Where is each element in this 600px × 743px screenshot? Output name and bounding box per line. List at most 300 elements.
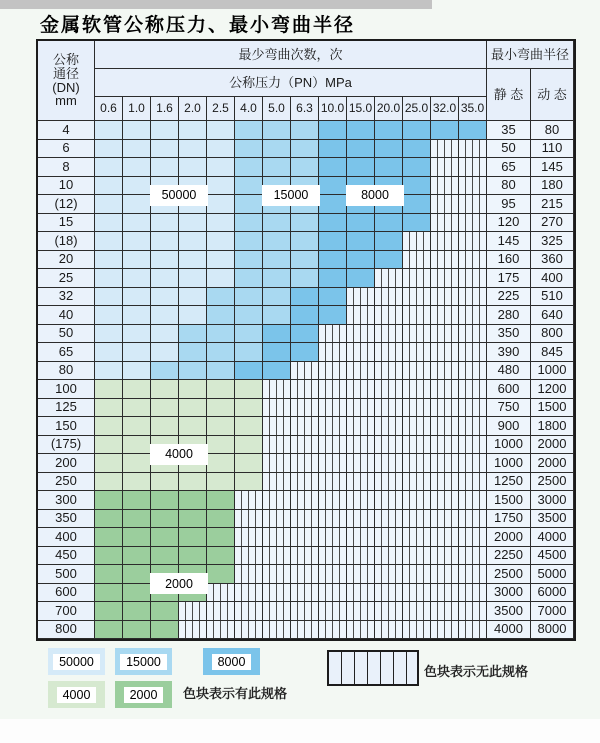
no-spec-cell <box>375 621 403 640</box>
spec-cell-b1 <box>95 140 123 159</box>
spec-cell-g1 <box>151 380 179 399</box>
no-spec-cell <box>235 602 263 621</box>
no-spec-cell <box>319 547 347 566</box>
no-spec-cell <box>375 565 403 584</box>
spec-cell-g1 <box>123 417 151 436</box>
dynamic-radius-cell: 3500 <box>531 510 574 529</box>
spec-cell-b1 <box>179 269 207 288</box>
spec-cell-b1 <box>95 343 123 362</box>
spec-cell-b1 <box>207 214 235 233</box>
no-spec-cell <box>319 380 347 399</box>
dn-cell: 200 <box>38 454 95 473</box>
spec-cell-g2 <box>179 510 207 529</box>
no-spec-cell <box>375 510 403 529</box>
no-spec-cell <box>459 158 487 177</box>
spec-cell-b1 <box>123 251 151 270</box>
spec-cell-b1 <box>123 288 151 307</box>
spec-cell-b3 <box>403 140 431 159</box>
static-radius-cell: 390 <box>487 343 531 362</box>
no-spec-cell <box>431 510 459 529</box>
no-spec-cell <box>291 436 319 455</box>
spec-cell-g2 <box>151 547 179 566</box>
no-spec-cell <box>459 232 487 251</box>
no-spec-cell <box>459 528 487 547</box>
spec-cell-b1 <box>123 362 151 381</box>
no-spec-cell <box>375 417 403 436</box>
no-spec-cell <box>207 602 235 621</box>
legend-swatch-value: 15000 <box>120 654 167 670</box>
no-spec-cell <box>403 380 431 399</box>
no-spec-cell <box>459 140 487 159</box>
no-spec-cell <box>235 491 263 510</box>
spec-cell-b1 <box>151 140 179 159</box>
spec-cell-b1 <box>123 140 151 159</box>
dynamic-radius-cell: 1200 <box>531 380 574 399</box>
spec-cell-b3 <box>319 251 347 270</box>
no-spec-cell <box>431 158 459 177</box>
spec-cell-g1 <box>207 380 235 399</box>
no-spec-cell <box>291 417 319 436</box>
spec-cell-b3 <box>291 343 319 362</box>
no-spec-cell <box>347 399 375 418</box>
no-spec-cell <box>375 362 403 381</box>
spec-cell-b2 <box>291 214 319 233</box>
spec-cell-b3 <box>403 195 431 214</box>
dn-cell: 250 <box>38 473 95 492</box>
no-spec-cell <box>347 306 375 325</box>
spec-cell-g1 <box>235 417 263 436</box>
no-spec-cell <box>207 621 235 640</box>
no-spec-cell <box>459 454 487 473</box>
dynamic-radius-cell: 845 <box>531 343 574 362</box>
spec-cell-b1 <box>151 121 179 140</box>
spec-cell-b3 <box>347 251 375 270</box>
dynamic-radius-cell: 3000 <box>531 491 574 510</box>
no-spec-cell <box>291 510 319 529</box>
no-spec-cell <box>347 362 375 381</box>
dn-cell: 100 <box>38 380 95 399</box>
spec-cell-b2 <box>263 214 291 233</box>
spec-cell-b2 <box>151 362 179 381</box>
spec-cell-g1 <box>95 380 123 399</box>
spec-cell-g2 <box>207 491 235 510</box>
dynamic-radius-cell: 6000 <box>531 584 574 603</box>
spec-cell-b3 <box>319 177 347 196</box>
spec-cell-b1 <box>179 214 207 233</box>
no-spec-cell <box>263 380 291 399</box>
dn-cell: (175) <box>38 436 95 455</box>
spec-cell-b2 <box>235 158 263 177</box>
no-spec-cell <box>459 491 487 510</box>
header-min-bend-radius: 最小弯曲半径 <box>487 41 574 69</box>
dn-cell: 50 <box>38 325 95 344</box>
no-spec-cell <box>179 621 207 640</box>
dynamic-radius-cell: 4500 <box>531 547 574 566</box>
no-spec-cell <box>263 436 291 455</box>
no-spec-cell <box>319 602 347 621</box>
spec-cell-b3 <box>347 158 375 177</box>
header-pressure-value: 2.0 <box>179 97 207 121</box>
no-spec-cell <box>179 602 207 621</box>
spec-cell-b1 <box>151 158 179 177</box>
no-spec-cell <box>375 436 403 455</box>
no-spec-cell <box>263 473 291 492</box>
static-radius-cell: 145 <box>487 232 531 251</box>
spec-cell-b3 <box>319 232 347 251</box>
spec-cell-b1 <box>151 288 179 307</box>
spec-cell-g2 <box>95 565 123 584</box>
spec-cell-b2 <box>207 325 235 344</box>
no-spec-cell <box>431 177 459 196</box>
no-spec-cell <box>431 269 459 288</box>
no-spec-cell <box>431 195 459 214</box>
spec-cell-b2 <box>235 214 263 233</box>
no-spec-cell <box>375 547 403 566</box>
no-spec-cell <box>263 454 291 473</box>
static-radius-cell: 350 <box>487 325 531 344</box>
no-spec-cell <box>375 491 403 510</box>
spec-cell-b2 <box>207 306 235 325</box>
header-static: 静 态 <box>487 69 531 121</box>
no-spec-cell <box>347 602 375 621</box>
spec-cell-b1 <box>151 325 179 344</box>
spec-cell-g2 <box>207 565 235 584</box>
no-spec-cell <box>319 621 347 640</box>
spec-cell-b3 <box>375 121 403 140</box>
static-radius-cell: 900 <box>487 417 531 436</box>
spec-cell-b2 <box>235 232 263 251</box>
spec-cell-g1 <box>123 473 151 492</box>
dynamic-radius-cell: 110 <box>531 140 574 159</box>
dn-cell: 10 <box>38 177 95 196</box>
static-radius-cell: 280 <box>487 306 531 325</box>
no-spec-cell <box>403 602 431 621</box>
spec-cell-g2 <box>123 621 151 640</box>
no-spec-cell <box>263 510 291 529</box>
no-spec-cell <box>459 288 487 307</box>
spec-cell-b2 <box>291 269 319 288</box>
no-spec-cell <box>319 325 347 344</box>
dynamic-radius-cell: 640 <box>531 306 574 325</box>
no-spec-cell <box>431 343 459 362</box>
dynamic-radius-cell: 80 <box>531 121 574 140</box>
spec-cell-b2 <box>207 288 235 307</box>
dn-cell: 25 <box>38 269 95 288</box>
spec-cell-b1 <box>95 325 123 344</box>
no-spec-cell <box>347 491 375 510</box>
no-spec-cell <box>431 214 459 233</box>
header-dynamic: 动 态 <box>531 69 574 121</box>
header-pressure-value: 2.5 <box>207 97 235 121</box>
static-radius-cell: 2250 <box>487 547 531 566</box>
static-radius-cell: 3500 <box>487 602 531 621</box>
no-spec-cell <box>459 380 487 399</box>
static-radius-cell: 2500 <box>487 565 531 584</box>
spec-cell-b3 <box>319 306 347 325</box>
static-radius-cell: 50 <box>487 140 531 159</box>
spec-cell-g2 <box>123 565 151 584</box>
spec-cell-g2 <box>123 528 151 547</box>
spec-cell-g1 <box>123 454 151 473</box>
no-spec-cell <box>403 343 431 362</box>
no-spec-cell <box>459 214 487 233</box>
spec-cell-g2 <box>95 584 123 603</box>
spec-cell-g1 <box>179 399 207 418</box>
spec-cell-b2 <box>263 140 291 159</box>
spec-cell-b2 <box>235 343 263 362</box>
spec-cell-b2 <box>235 140 263 159</box>
spec-cell-b2 <box>235 177 263 196</box>
no-spec-cell <box>235 528 263 547</box>
spec-cell-b1 <box>151 214 179 233</box>
no-spec-cell <box>235 621 263 640</box>
spec-cell-b3 <box>319 269 347 288</box>
spec-cell-b2 <box>263 288 291 307</box>
legend-has-spec-text: 色块表示有此规格 <box>183 686 288 701</box>
no-spec-cell <box>347 417 375 436</box>
spec-cell-g1 <box>207 436 235 455</box>
no-spec-cell <box>431 288 459 307</box>
spec-cell-g2 <box>179 491 207 510</box>
header-bend-cycles: 最少弯曲次数，次 <box>95 41 487 69</box>
spec-cell-b3 <box>459 121 487 140</box>
spec-cell-g1 <box>235 454 263 473</box>
spec-cell-b3 <box>431 121 459 140</box>
static-radius-cell: 1750 <box>487 510 531 529</box>
band-label-4000: 4000 <box>151 445 207 464</box>
no-spec-cell <box>459 584 487 603</box>
spec-cell-b3 <box>263 362 291 381</box>
static-radius-cell: 750 <box>487 399 531 418</box>
no-spec-cell <box>459 251 487 270</box>
spec-cell-g2 <box>151 510 179 529</box>
no-spec-cell <box>403 362 431 381</box>
spec-cell-b3 <box>347 121 375 140</box>
static-radius-cell: 160 <box>487 251 531 270</box>
spec-cell-g1 <box>207 454 235 473</box>
spec-cell-g2 <box>207 510 235 529</box>
legend-swatch-2000 <box>115 681 172 708</box>
no-spec-cell <box>375 584 403 603</box>
spec-cell-g2 <box>95 621 123 640</box>
dn-cell: 80 <box>38 362 95 381</box>
no-spec-cell <box>319 510 347 529</box>
dn-cell: 6 <box>38 140 95 159</box>
spec-cell-g1 <box>151 399 179 418</box>
no-spec-cell <box>319 565 347 584</box>
static-radius-cell: 3000 <box>487 584 531 603</box>
no-spec-cell <box>291 454 319 473</box>
spec-cell-g1 <box>179 473 207 492</box>
dn-cell: 150 <box>38 417 95 436</box>
spec-cell-g2 <box>207 528 235 547</box>
spec-cell-g1 <box>95 454 123 473</box>
no-spec-cell <box>375 288 403 307</box>
spec-cell-b1 <box>179 121 207 140</box>
spec-cell-b1 <box>207 269 235 288</box>
spec-cell-g1 <box>179 380 207 399</box>
spec-cell-g1 <box>95 436 123 455</box>
legend-hatch-box <box>327 650 419 686</box>
no-spec-cell <box>375 380 403 399</box>
band-label-50000: 50000 <box>151 186 207 205</box>
static-radius-cell: 2000 <box>487 528 531 547</box>
dn-cell: 4 <box>38 121 95 140</box>
dn-cell: 32 <box>38 288 95 307</box>
dynamic-radius-cell: 2500 <box>531 473 574 492</box>
no-spec-cell <box>403 473 431 492</box>
spec-cell-b1 <box>207 195 235 214</box>
spec-cell-b1 <box>123 343 151 362</box>
dynamic-radius-cell: 4000 <box>531 528 574 547</box>
no-spec-cell <box>431 140 459 159</box>
no-spec-cell <box>459 325 487 344</box>
no-spec-cell <box>291 547 319 566</box>
spec-cell-b1 <box>95 251 123 270</box>
no-spec-cell <box>263 417 291 436</box>
no-spec-cell <box>403 251 431 270</box>
spec-cell-g1 <box>95 473 123 492</box>
no-spec-cell <box>319 399 347 418</box>
spec-cell-b1 <box>207 251 235 270</box>
spec-cell-b1 <box>207 121 235 140</box>
static-radius-cell: 95 <box>487 195 531 214</box>
legend-no-spec-text: 色块表示无此规格 <box>424 664 529 679</box>
no-spec-cell <box>431 325 459 344</box>
no-spec-cell <box>347 380 375 399</box>
spec-cell-b1 <box>207 140 235 159</box>
no-spec-cell <box>431 491 459 510</box>
no-spec-cell <box>375 454 403 473</box>
no-spec-cell <box>291 584 319 603</box>
no-spec-cell <box>375 602 403 621</box>
spec-cell-b1 <box>123 195 151 214</box>
spec-cell-b1 <box>95 232 123 251</box>
spec-cell-b1 <box>95 121 123 140</box>
spec-cell-b1 <box>151 306 179 325</box>
dn-cell: 65 <box>38 343 95 362</box>
spec-cell-g1 <box>207 473 235 492</box>
dn-cell: 600 <box>38 584 95 603</box>
static-radius-cell: 80 <box>487 177 531 196</box>
no-spec-cell <box>263 491 291 510</box>
spec-cell-b1 <box>207 177 235 196</box>
static-radius-cell: 225 <box>487 288 531 307</box>
spec-cell-g2 <box>123 602 151 621</box>
spec-cell-b1 <box>95 177 123 196</box>
spec-cell-b2 <box>263 158 291 177</box>
no-spec-cell <box>347 325 375 344</box>
static-radius-cell: 1250 <box>487 473 531 492</box>
dynamic-radius-cell: 2000 <box>531 454 574 473</box>
spec-cell-b2 <box>207 362 235 381</box>
band-label-15000: 15000 <box>263 186 319 205</box>
spec-cell-b2 <box>235 251 263 270</box>
dn-cell: 450 <box>38 547 95 566</box>
dynamic-radius-cell: 800 <box>531 325 574 344</box>
dynamic-radius-cell: 270 <box>531 214 574 233</box>
static-radius-cell: 1000 <box>487 454 531 473</box>
no-spec-cell <box>459 269 487 288</box>
spec-cell-b3 <box>319 140 347 159</box>
spec-cell-b1 <box>123 306 151 325</box>
spec-cell-b3 <box>291 306 319 325</box>
spec-cell-b2 <box>263 232 291 251</box>
no-spec-cell <box>263 565 291 584</box>
spec-cell-b1 <box>151 251 179 270</box>
no-spec-cell <box>347 343 375 362</box>
dynamic-radius-cell: 1800 <box>531 417 574 436</box>
spec-cell-b2 <box>179 325 207 344</box>
spec-cell-b3 <box>319 288 347 307</box>
no-spec-cell <box>403 547 431 566</box>
spec-cell-g1 <box>235 380 263 399</box>
no-spec-cell <box>459 399 487 418</box>
spec-cell-b1 <box>179 232 207 251</box>
no-spec-cell <box>431 436 459 455</box>
spec-cell-b2 <box>179 362 207 381</box>
no-spec-cell <box>235 547 263 566</box>
no-spec-cell <box>263 547 291 566</box>
legend-swatch-value: 4000 <box>57 687 97 703</box>
dynamic-radius-cell: 360 <box>531 251 574 270</box>
dynamic-radius-cell: 215 <box>531 195 574 214</box>
dn-cell: 700 <box>38 602 95 621</box>
header-dn: 公称 通径 (DN) mm <box>38 41 95 121</box>
spec-cell-g1 <box>179 417 207 436</box>
spec-cell-b3 <box>291 325 319 344</box>
spec-cell-g2 <box>179 547 207 566</box>
spec-cell-g2 <box>95 528 123 547</box>
spec-cell-b3 <box>403 158 431 177</box>
no-spec-cell <box>431 399 459 418</box>
no-spec-cell <box>431 251 459 270</box>
spec-cell-g1 <box>123 380 151 399</box>
dn-cell: 300 <box>38 491 95 510</box>
no-spec-cell <box>375 325 403 344</box>
no-spec-cell <box>319 584 347 603</box>
spec-cell-b2 <box>235 195 263 214</box>
spec-cell-b1 <box>151 269 179 288</box>
spec-cell-g2 <box>123 510 151 529</box>
spec-cell-b3 <box>235 362 263 381</box>
spec-cell-b3 <box>319 214 347 233</box>
spec-cell-b1 <box>95 195 123 214</box>
no-spec-cell <box>263 602 291 621</box>
no-spec-cell <box>347 436 375 455</box>
top-grey-strip <box>0 0 432 9</box>
header-pressure-value: 25.0 <box>403 97 431 121</box>
spec-cell-g1 <box>123 399 151 418</box>
no-spec-cell <box>291 473 319 492</box>
no-spec-cell <box>403 491 431 510</box>
dn-cell: (12) <box>38 195 95 214</box>
no-spec-cell <box>291 362 319 381</box>
header-pressure-value: 10.0 <box>319 97 347 121</box>
no-spec-cell <box>375 528 403 547</box>
no-spec-cell <box>263 584 291 603</box>
no-spec-cell <box>375 399 403 418</box>
spec-cell-b2 <box>179 343 207 362</box>
spec-cell-b3 <box>347 269 375 288</box>
dynamic-radius-cell: 8000 <box>531 621 574 640</box>
hose-spec-table <box>36 39 576 641</box>
spec-cell-b2 <box>207 343 235 362</box>
spec-cell-g2 <box>95 510 123 529</box>
no-spec-cell <box>235 510 263 529</box>
no-spec-cell <box>319 528 347 547</box>
header-pressure-value: 32.0 <box>431 97 459 121</box>
